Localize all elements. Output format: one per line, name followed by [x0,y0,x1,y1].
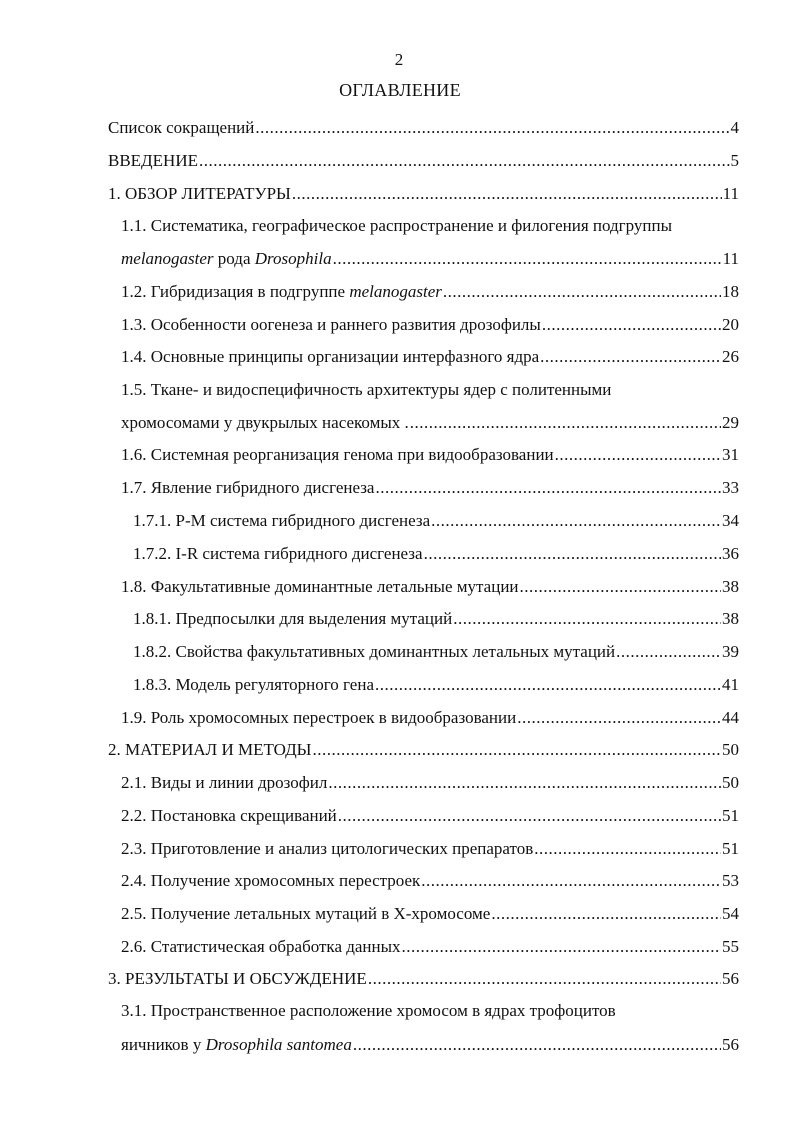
dot-leader [453,602,721,635]
toc-entry-row [121,438,739,471]
toc-entry-title [121,340,539,373]
page-number: 2 [394,50,404,69]
toc-page-number: 51 [722,806,739,825]
toc-page-number: 36 [722,544,739,563]
toc-page-number: 39 [722,642,739,661]
title-text: 2.5. Получение летальных мутаций в X-хромосоме [121,904,491,923]
toc-entry-title [133,537,423,570]
toc-entry-row [121,701,739,734]
toc-entry-title-line: 3.1. Пространственное расположение хромосом в ядрах трофоцитов [121,1001,616,1020]
toc-entry-title [121,897,490,930]
dot-leader [410,406,721,439]
toc-entry-row [133,635,739,668]
toc-entry-row [121,766,739,799]
toc-entry-title [108,962,367,995]
toc-page-number: 41 [722,675,739,694]
title-text: 1.3. Особенности оогенеза и раннего развития дрозофилы [121,315,541,334]
toc-entry-title [121,766,327,799]
toc-entry-title-line: 1.5. Ткане- и видоспецифичность архитектуры ядер с политенными [121,380,612,399]
toc-page-number: 56 [722,1035,739,1054]
title-text: яичников у [121,1035,206,1054]
toc-entry-row [133,537,739,570]
toc-page-number: 51 [722,839,739,858]
dot-leader [313,733,722,766]
toc-entry-title [133,635,615,668]
toc-entry-title [121,832,533,865]
title-text: 2.1. Виды и линии дрозофил [121,773,328,792]
toc-entry-row [121,799,739,832]
toc-entry-row [121,308,739,341]
toc-entry-row [121,275,739,308]
toc-page-number: 31 [722,445,739,464]
toc-entry-row [121,864,739,897]
dot-leader [255,111,729,144]
dot-leader [542,308,721,341]
toc-entry-title-line: 1.1. Систематика, географическое распространение и филогения подгруппы [121,216,673,235]
toc-entry-title [121,1028,352,1061]
toc-entry-title [133,602,452,635]
dot-leader [616,635,721,668]
title-text: 3. РЕЗУЛЬТАТЫ И ОБСУЖДЕНИЕ [108,969,367,988]
title-text: 1.7. Явление гибридного дисгенеза [121,478,375,497]
toc-entry-title [133,504,430,537]
toc-entry-title [108,111,254,144]
dot-leader [520,570,721,603]
toc-page-number: 34 [722,511,739,530]
toc-entry-row [121,340,739,373]
title-text: 1.2. Гибридизация в подгруппе [121,282,350,301]
toc-page-number: 50 [722,740,739,759]
dot-leader [431,504,721,537]
dot-leader [375,668,721,701]
title-text: 2.6. Статистическая обработка данных [121,937,401,956]
toc-page-number: 20 [722,315,739,334]
toc-entry-title [121,701,516,734]
toc-entry-title [121,471,374,504]
toc-entry-row [108,962,739,995]
toc-page-number: 11 [722,249,739,268]
dot-leader [421,864,721,897]
toc-entry-title [121,864,420,897]
toc-entry-row [121,471,739,504]
toc-entry-row [108,733,739,766]
toc-entry-row [108,111,739,144]
toc-entry-title [121,406,409,439]
title-text: ВВЕДЕНИЕ [108,151,198,170]
italic-term: Drosophila santomea [205,1035,352,1054]
toc-entry-title [121,275,442,308]
title-text: 2.3. Приготовление и анализ цитологических препаратов [121,839,534,858]
toc-page-number: 18 [722,282,739,301]
title-text: 1.4. Основные принципы организации интерфазного ядра [121,347,540,366]
dot-leader [540,340,721,373]
title-text: 2. МАТЕРИАЛ И МЕТОДЫ [108,740,312,759]
dot-leader [375,471,721,504]
title-text: 2.4. Получение хромосомных перестроек [121,871,421,890]
dot-leader [534,832,721,865]
dot-leader [199,144,730,177]
toc-entry-row [108,177,739,210]
toc-page-number: 55 [722,937,739,956]
toc-entry-title [121,570,519,603]
toc-entry-title [121,308,541,341]
title-text: 1.8.2. Свойства факультативных доминантных летальных мутаций [133,642,616,661]
toc-entry-title [121,799,337,832]
toc-entry-row [121,897,739,930]
toc-entry-title [121,438,554,471]
toc-entry-title [108,177,291,210]
italic-term: Drosophila [254,249,332,268]
toc-page-number: 44 [722,708,739,727]
toc-entry-row [121,242,739,275]
title-text: 1.8.1. Предпосылки для выделения мутаций [133,609,453,628]
title-text: Список сокращений [108,118,255,137]
dot-leader [338,799,721,832]
title-text: 1.8. Факультативные доминантные летальные мутации [121,577,519,596]
dot-leader [333,242,722,275]
toc-entry-title [133,668,374,701]
toc-page-number: 38 [722,609,739,628]
toc-page-number: 56 [722,969,739,988]
dot-leader [491,897,721,930]
title-text: 1.9. Роль хромосомных перестроек в видообразовании [121,708,517,727]
toc-page-number: 50 [722,773,739,792]
dot-leader [517,701,721,734]
toc-page-number: 29 [722,413,739,432]
toc-entry-row [108,144,739,177]
title-text: хромосомами у двукрылых насекомых . [121,413,409,432]
toc-entry-title [121,930,401,963]
toc-title: ОГЛАВЛЕНИЕ [339,80,461,100]
title-text: 1. ОБЗОР ЛИТЕРАТУРЫ [108,184,291,203]
toc-page-number: 33 [722,478,739,497]
title-text: 1.6. Системная реорганизация генома при видообразовании [121,445,554,464]
italic-term: melanogaster [121,249,214,268]
toc-entry-row [133,668,739,701]
toc-entry-title [108,144,198,177]
dot-leader [353,1028,721,1061]
dot-leader [368,962,721,995]
toc-page-number: 5 [730,151,739,170]
dot-leader [424,537,721,570]
title-text: 1.7.1. P-M система гибридного дисгенеза [133,511,431,530]
toc-page-number: 26 [722,347,739,366]
dot-leader [328,766,721,799]
title-text: 2.2. Постановка скрещиваний [121,806,337,825]
toc-entry-row [133,602,739,635]
toc-entry-row [121,930,739,963]
italic-term: melanogaster [349,282,442,301]
toc-page-number: 38 [722,577,739,596]
toc-entry-title [108,733,312,766]
title-text: 1.7.2. I-R система гибридного дисгенеза [133,544,423,563]
dot-leader [555,438,721,471]
toc-page-number: 4 [730,118,739,137]
title-text: рода [213,249,255,268]
title-text: 1.8.3. Модель регуляторного гена [133,675,374,694]
toc-entry-title [121,242,332,275]
dot-leader [292,177,722,210]
toc-entry-row [121,406,739,439]
toc-page-number: 11 [722,184,739,203]
dot-leader [402,930,721,963]
toc-page-number: 54 [722,904,739,923]
toc-entry-row [121,1028,739,1061]
toc-entry-row [133,504,739,537]
toc-entry-row [121,832,739,865]
toc-entry-row [121,570,739,603]
toc-page-number: 53 [722,871,739,890]
dot-leader [443,275,721,308]
